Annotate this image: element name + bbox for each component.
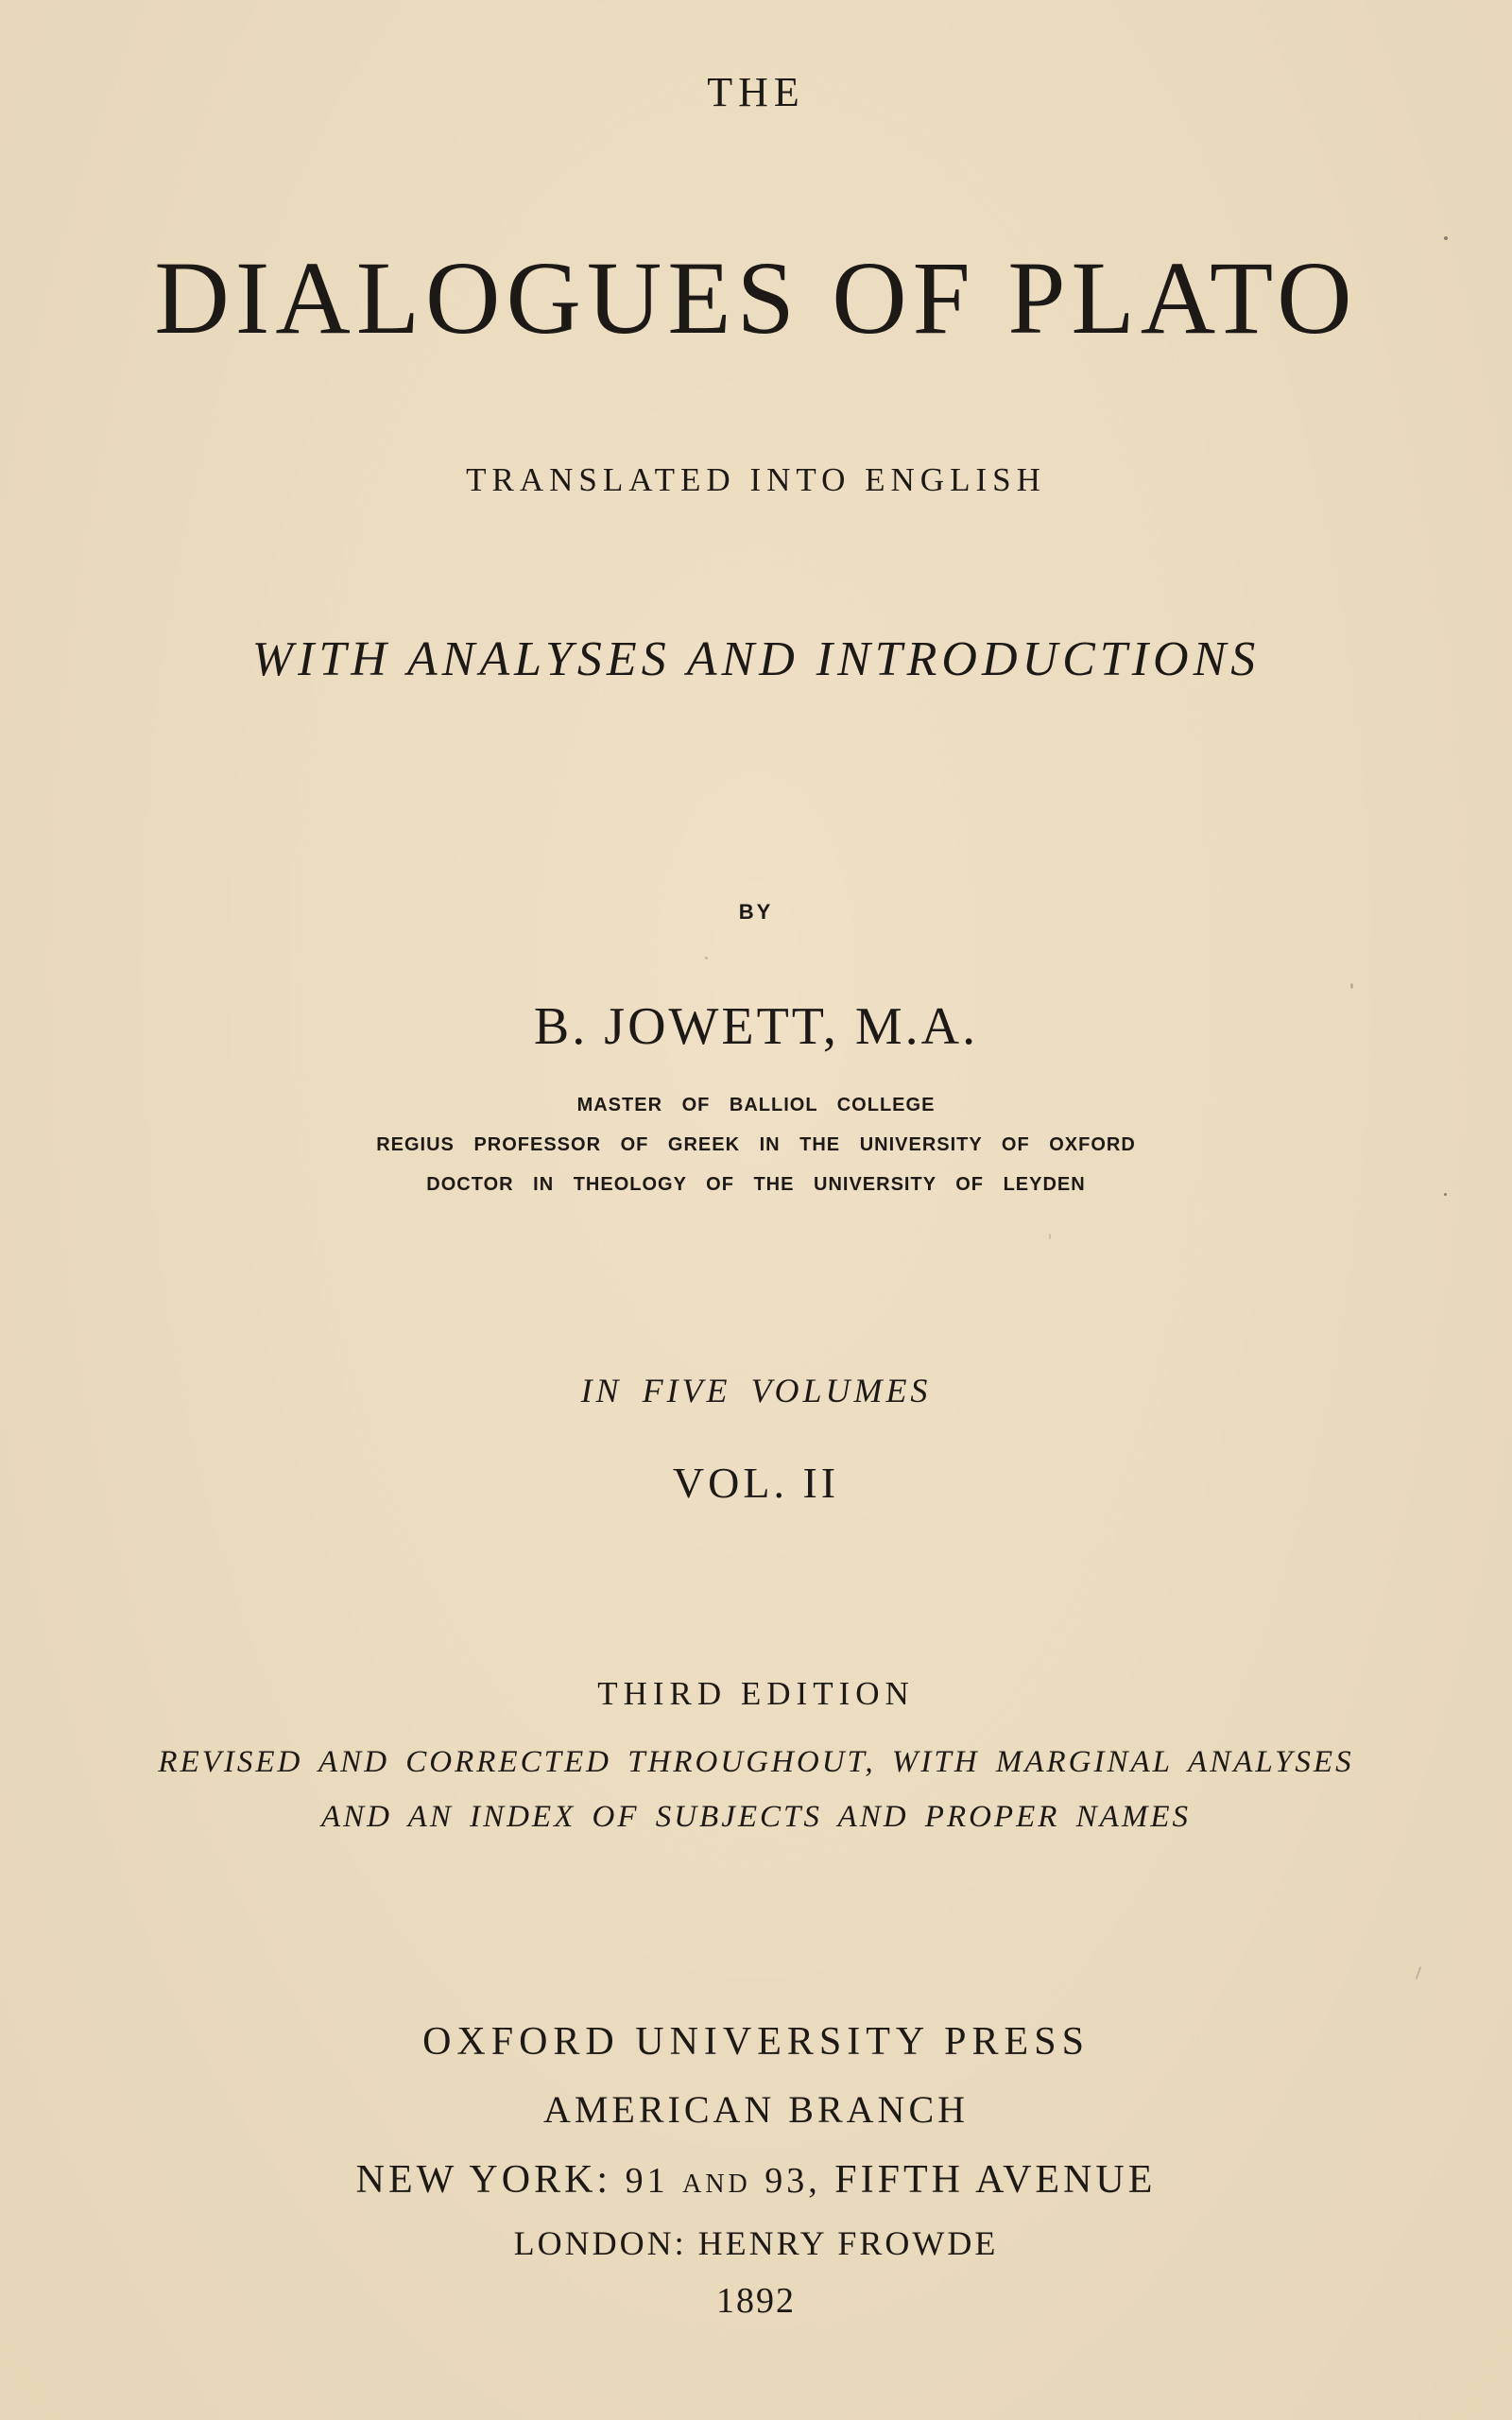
paper-speck — [705, 957, 708, 959]
translated-line: TRANSLATED INTO ENGLISH — [466, 461, 1046, 498]
paper-speck — [1350, 983, 1353, 989]
paper-speck — [1444, 236, 1448, 240]
address-number-2: 93, — [765, 2161, 821, 2201]
paper-speck — [1049, 1234, 1051, 1239]
author-name: B. JOWETT, M.A. — [533, 997, 979, 1056]
by-label: BY — [738, 900, 774, 924]
publisher-name: OXFORD UNIVERSITY PRESS — [422, 2020, 1090, 2064]
volume-number: VOL. II — [672, 1459, 840, 1507]
with-analyses-line: WITH ANALYSES AND INTRODUCTIONS — [251, 632, 1261, 686]
author-title-1: MASTER OF BALLIOL COLLEGE — [576, 1095, 936, 1115]
paper-speck — [1416, 1966, 1422, 1979]
address-line — [0, 2157, 1512, 2203]
address-prefix: NEW YORK: — [355, 2158, 612, 2202]
paper-speck — [1444, 1193, 1447, 1196]
the-heading: THE — [707, 69, 805, 115]
volumes-line: IN FIVE VOLUMES — [580, 1372, 932, 1409]
address-street: FIFTH AVENUE — [834, 2158, 1157, 2202]
revised-line-2: AND AN INDEX OF SUBJECTS AND PROPER NAMES — [321, 1800, 1191, 1834]
author-title-2: REGIUS PROFESSOR OF GREEK IN THE UNIVERSITY OF OXFORD — [376, 1134, 1136, 1155]
edition-line: THIRD EDITION — [597, 1675, 915, 1712]
main-title: DIALOGUES OF PLATO — [154, 240, 1358, 355]
revised-line-1: REVISED AND CORRECTED THROUGHOUT, WITH MARGINAL ANALYSES — [158, 1745, 1354, 1779]
address-number-1: 91 — [625, 2161, 669, 2201]
branch-line: AMERICAN BRANCH — [542, 2088, 970, 2131]
author-title-3: DOCTOR IN THEOLOGY OF THE UNIVERSITY OF LEYDEN — [426, 1174, 1086, 1195]
year: 1892 — [716, 2281, 796, 2321]
london-line: LONDON: HENRY FROWDE — [513, 2224, 999, 2262]
address-and: AND — [682, 2169, 751, 2199]
